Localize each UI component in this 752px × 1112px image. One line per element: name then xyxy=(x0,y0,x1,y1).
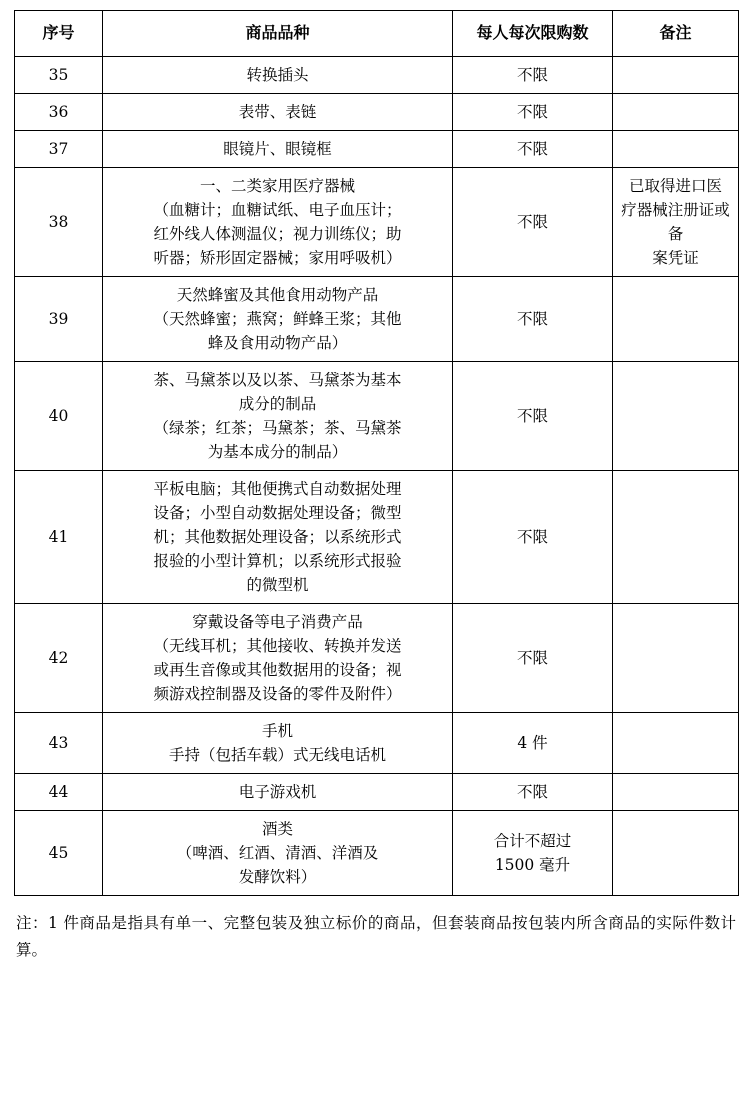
row-note-cell xyxy=(613,471,739,604)
table-row xyxy=(15,167,739,276)
product-line: 转换插头 xyxy=(246,65,309,84)
column-header-index: 序号 xyxy=(15,11,103,57)
product-line: 的微型机 xyxy=(246,576,309,595)
table-row xyxy=(15,774,739,811)
product-line: 成分的制品 xyxy=(238,394,317,413)
product-line: 手持（包括车载）式无线电话机 xyxy=(168,746,386,765)
table-row xyxy=(15,276,739,361)
product-line: 机；其他数据处理设备；以系统形式 xyxy=(153,528,402,547)
table-body xyxy=(15,56,739,895)
table-header-row xyxy=(15,11,739,57)
table-row xyxy=(15,713,739,774)
note-line: 案凭证 xyxy=(652,248,699,267)
row-product-cell xyxy=(103,93,453,130)
product-line: （血糖计；血糖试纸、电子血压计； xyxy=(153,200,402,219)
limit-line: 不限 xyxy=(516,212,548,231)
limit-line: 不限 xyxy=(516,406,548,425)
column-header-limit: 每人每次限购数 xyxy=(453,11,613,57)
row-note-cell xyxy=(613,276,739,361)
table-row xyxy=(15,361,739,470)
limit-line: 1500 毫升 xyxy=(494,856,571,875)
limit-line: 不限 xyxy=(516,102,548,121)
product-line: 报验的小型计算机；以系统形式报验 xyxy=(153,552,402,571)
limit-line: 合计不超过 xyxy=(493,832,572,851)
product-line: 眼镜片、眼镜框 xyxy=(223,139,332,158)
table-row xyxy=(15,811,739,896)
product-line: 设备；小型自动数据处理设备；微型 xyxy=(153,504,402,523)
product-line: 天然蜂蜜及其他食用动物产品 xyxy=(176,285,379,304)
table-row xyxy=(15,130,739,167)
row-limit-cell xyxy=(453,93,613,130)
note-line: 疗器械注册证或备 xyxy=(621,200,730,243)
table-row xyxy=(15,471,739,604)
row-product-cell xyxy=(103,56,453,93)
product-line: 一、二类家用医疗器械 xyxy=(199,176,355,195)
table-row xyxy=(15,93,739,130)
product-line: （啤酒、红酒、清酒、洋酒及 xyxy=(176,844,379,863)
product-line: 频游戏控制器及设备的零件及附件） xyxy=(153,685,402,704)
table-header xyxy=(15,11,739,57)
product-line: 平板电脑；其他便携式自动数据处理 xyxy=(153,480,402,499)
row-limit-cell xyxy=(453,130,613,167)
row-index-cell: 39 xyxy=(15,276,103,361)
product-line: 电子游戏机 xyxy=(238,783,317,802)
product-line: 手机 xyxy=(261,722,293,741)
row-index-cell: 35 xyxy=(15,56,103,93)
row-limit-cell xyxy=(453,774,613,811)
row-note-cell xyxy=(613,56,739,93)
row-note-cell xyxy=(613,811,739,896)
product-line: （无线耳机；其他接收、转换并发送 xyxy=(153,637,402,656)
column-header-name: 商品品种 xyxy=(103,11,453,57)
column-header-note: 备注 xyxy=(613,11,739,57)
limit-line: 不限 xyxy=(516,139,548,158)
row-product-cell xyxy=(103,167,453,276)
limit-line: 不限 xyxy=(516,649,548,668)
product-line: （绿茶；红茶；马黛茶；茶、马黛茶 xyxy=(153,418,402,437)
row-limit-cell xyxy=(453,167,613,276)
row-product-cell xyxy=(103,713,453,774)
product-line: 听器；矫形固定器械；家用呼吸机） xyxy=(153,248,402,267)
row-product-cell xyxy=(103,774,453,811)
row-index-cell: 37 xyxy=(15,130,103,167)
table-footnote: 注：1 件商品是指具有单一、完整包装及独立标价的商品，但套装商品按包装内所含商品的实际件数计算。 xyxy=(16,914,736,959)
note-line: 已取得进口医 xyxy=(628,176,722,195)
row-note-cell xyxy=(613,130,739,167)
row-index-cell: 43 xyxy=(15,713,103,774)
row-index-cell: 38 xyxy=(15,167,103,276)
limit-line: 不限 xyxy=(516,65,548,84)
row-product-cell xyxy=(103,130,453,167)
row-limit-cell xyxy=(453,713,613,774)
product-line: 发酵饮料） xyxy=(238,868,317,887)
row-index-cell: 45 xyxy=(15,811,103,896)
row-index-cell: 36 xyxy=(15,93,103,130)
product-line: （天然蜂蜜；燕窝；鲜蜂王浆；其他 xyxy=(153,309,402,328)
row-index-cell: 40 xyxy=(15,361,103,470)
product-line: 穿戴设备等电子消费产品 xyxy=(192,613,363,632)
row-product-cell xyxy=(103,604,453,713)
row-limit-cell xyxy=(453,361,613,470)
limit-line: 4 件 xyxy=(517,734,548,753)
row-limit-cell xyxy=(453,471,613,604)
product-line: 表带、表链 xyxy=(238,102,317,121)
product-line: 为基本成分的制品） xyxy=(207,443,348,461)
row-index-cell: 44 xyxy=(15,774,103,811)
row-limit-cell xyxy=(453,604,613,713)
row-note-cell xyxy=(613,93,739,130)
product-line: 蜂及食用动物产品） xyxy=(207,333,348,352)
row-note-cell xyxy=(613,713,739,774)
row-limit-cell xyxy=(453,811,613,896)
limit-line: 不限 xyxy=(516,783,548,802)
product-line: 或再生音像或其他数据用的设备；视 xyxy=(153,661,402,680)
row-product-cell xyxy=(103,361,453,470)
row-product-cell xyxy=(103,811,453,896)
product-line: 酒类 xyxy=(261,820,293,839)
product-line: 红外线人体测温仪；视力训练仪；助 xyxy=(153,224,402,243)
limit-line: 不限 xyxy=(516,309,548,328)
limit-line: 不限 xyxy=(516,528,548,547)
row-index-cell: 41 xyxy=(15,471,103,604)
row-note-cell xyxy=(613,167,739,276)
product-line: 茶、马黛茶以及以茶、马黛茶为基本 xyxy=(153,370,402,389)
row-product-cell xyxy=(103,471,453,604)
row-limit-cell xyxy=(453,276,613,361)
row-note-cell xyxy=(613,774,739,811)
goods-limit-table xyxy=(14,10,739,896)
table-row xyxy=(15,604,739,713)
row-product-cell xyxy=(103,276,453,361)
row-limit-cell xyxy=(453,56,613,93)
table-row xyxy=(15,56,739,93)
row-note-cell xyxy=(613,604,739,713)
row-note-cell xyxy=(613,361,739,470)
row-index-cell: 42 xyxy=(15,604,103,713)
